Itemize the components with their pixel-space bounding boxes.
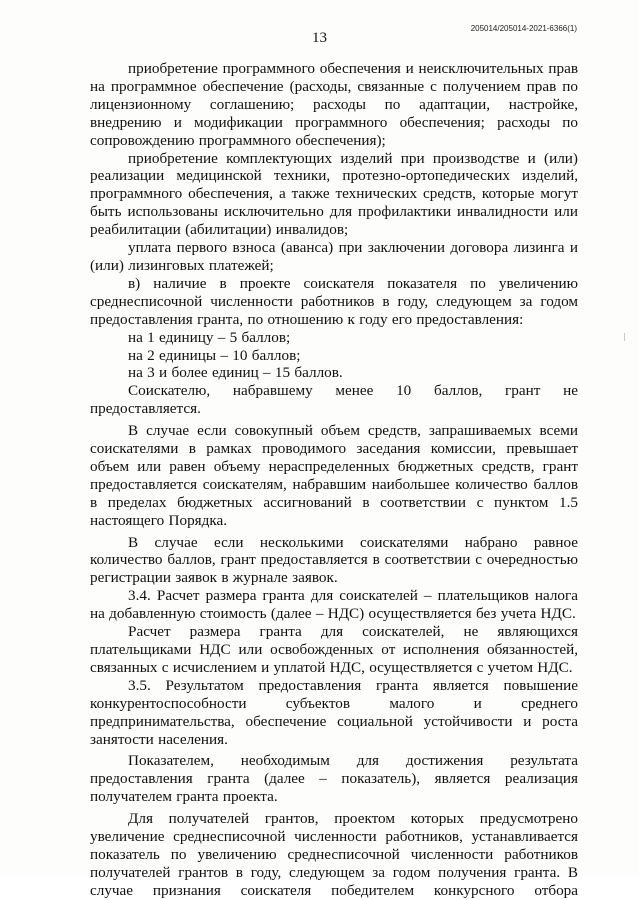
paragraph-3-4: 3.4. Расчет размера гранта для соискателей – плательщиков налога на добавленную стоимость (далее – НДС) осуществляется без учета НДС. [90,587,578,623]
paragraph-components: приобретение комплектующих изделий при производстве и (или) реализации медицинской техники, протезно-ортопедических изделий, программного обеспечения, а также технических средств, которые могут быть использованы исключительно для профилактики инвалидности или реабилитации (абилитации) инвалидов; [90,149,578,239]
document-body [90,60,578,900]
paragraph-equal-scores: В случае если несколькими соискателями набрано равное количество баллов, грант предоставляется в соответствии с очередностью регистрации заявок в журнале заявок. [90,533,578,587]
list-item-score-10: на 2 единицы – 10 баллов; [128,346,301,364]
paragraph-min-score: Соискателю, набравшему менее 10 баллов, грант не предоставляется. [90,382,578,418]
list-item-score-5: на 1 единицу – 5 баллов; [128,328,291,346]
scan-artifact-mark [624,333,625,341]
paragraph-software: приобретение программного обеспечения и неисключительных прав на программное обеспечение (расходы, связанные с получением прав по лицензионному соглашению; расходы по адаптации, настройке, внедрению и модификации программного обеспечения; расходы по сопровождению программного обеспечения); [90,60,578,149]
paragraph-3-5: 3.5. Результатом предоставления гранта является повышение конкурентоспособности субъектов малого и среднего предпринимательства, обеспечение социальной устойчивости и роста занятости населения. [90,676,578,748]
page-number: 13 [312,30,327,46]
document-id: 205014/205014-2021-6366(1) [470,24,577,33]
paragraph-indicator: Показателем, необходимым для достижения результата предоставления гранта (далее – показатель), является реализация получателем гранта проекта. [90,752,578,806]
paragraph-criterion-v: в) наличие в проекте соискателя показателя по увеличению среднесписочной численности работников в году, следующем за годом предоставления гранта, по отношению к году его предоставления: [90,274,578,328]
paragraph-headcount: Для получателей грантов, проектом которых предусмотрено увеличение среднесписочной численности работников, устанавливается показатель по увеличению среднесписочной численности работников получателей грантов в году, следующем за годом получения гранта. В случае признания соискателя победителем конкурсного отбора [90,810,578,899]
paragraph-budget-excess: В случае если совокупный объем средств, запрашиваемых всеми соискателями в рамках проводимого заседания комиссии, превышает объем или равен объему нераспределенных бюджетных средств, грант предоставляется соискателям, набравшим наибольшее количество баллов в пределах бюджетных ассигнований в соответствии с пунктом 1.5 настоящего Порядка. [90,422,578,529]
paragraph-non-vat: Расчет размера гранта для соискателей, не являющихся плательщиками НДС или освобожденных от исполнения обязанностей, связанных с исчислением и уплатой НДС, осуществляется с учетом НДС. [90,623,578,676]
paragraph-leasing: уплата первого взноса (аванса) при заключении договора лизинга и (или) лизинговых платежей; [90,239,578,274]
list-item-score-15: на 3 и более единиц – 15 баллов. [128,364,343,382]
